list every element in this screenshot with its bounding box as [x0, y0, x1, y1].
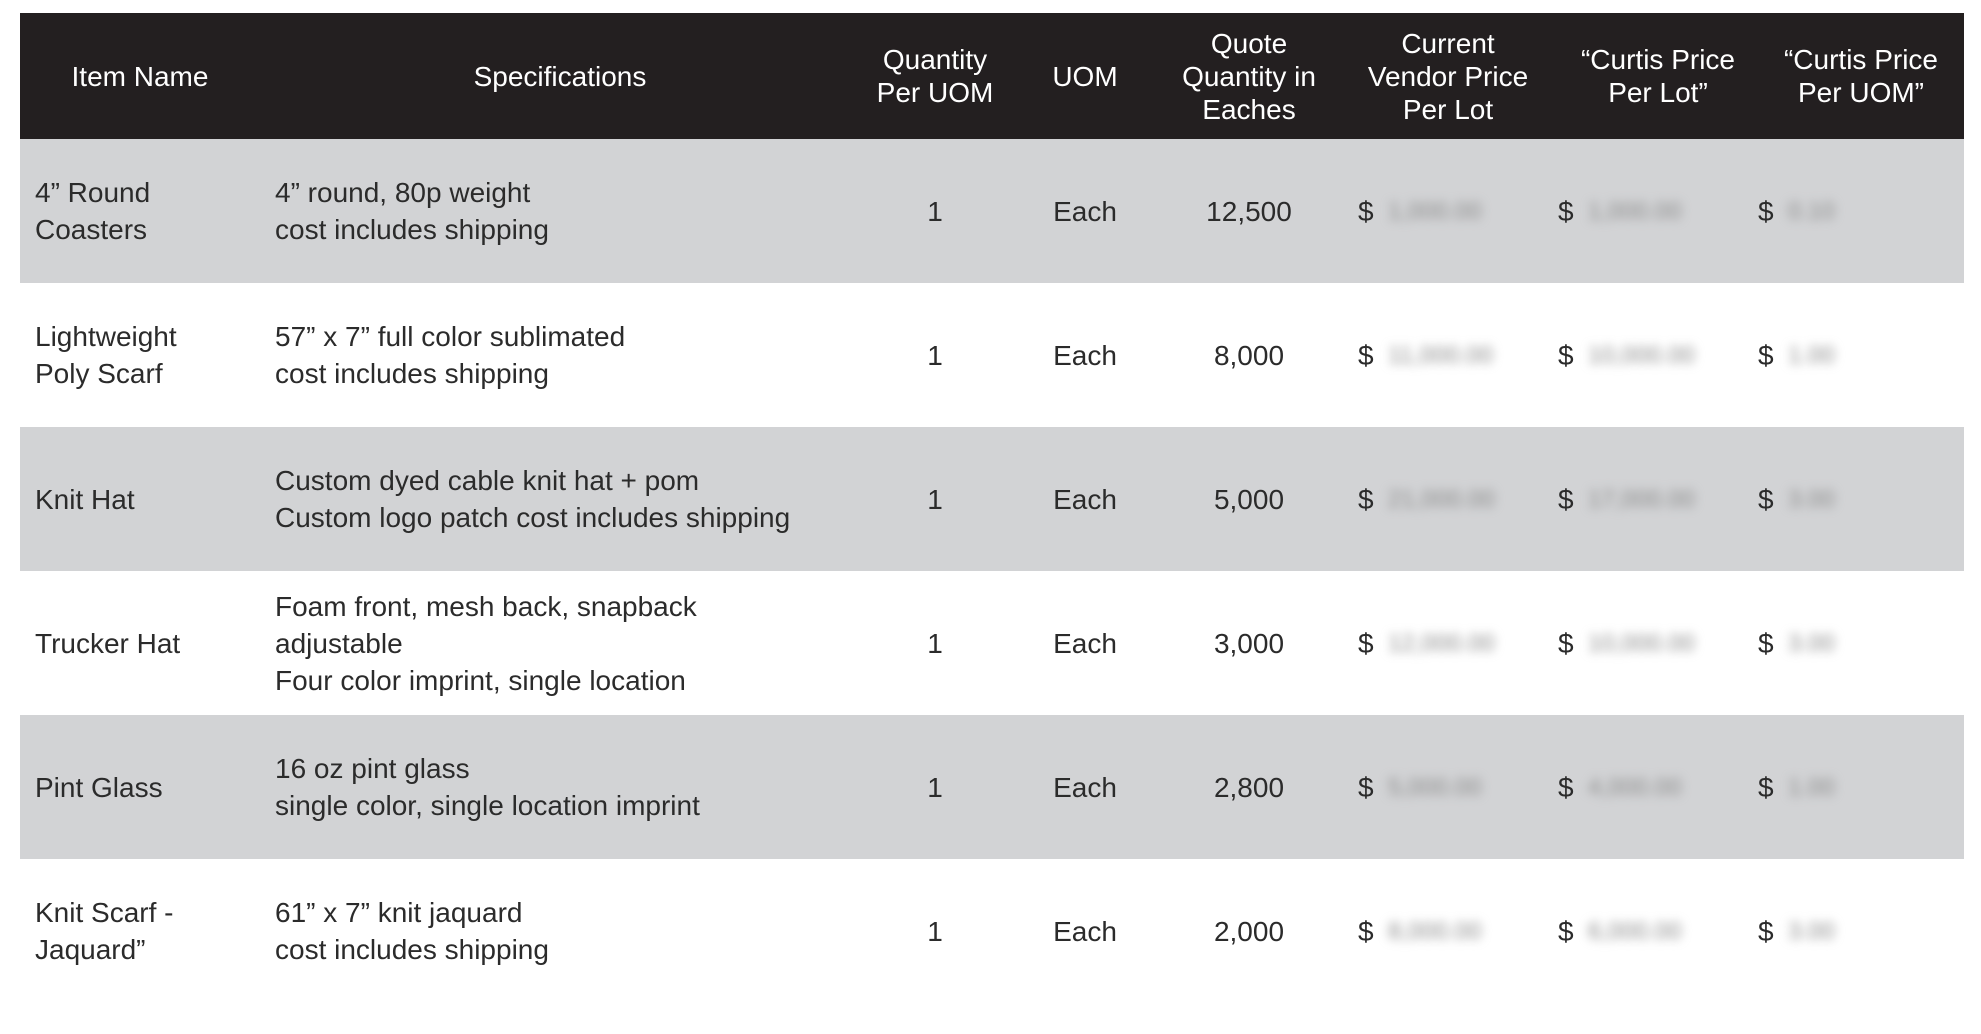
vendor-price-cell: [1338, 481, 1558, 518]
curtis-price-per-lot-cell: [1558, 481, 1758, 518]
item-name-cell: Trucker Hat: [35, 627, 181, 659]
redacted-price-value: 3.00: [1788, 629, 1835, 657]
dollar-sign: $: [1558, 483, 1574, 515]
dollar-sign: $: [1558, 915, 1574, 947]
header-specifications: Specifications: [473, 60, 647, 92]
header-curtis-price-per-lot: “Curtis Price Per Lot”: [1580, 44, 1735, 108]
vendor-price-cell: [1338, 193, 1558, 230]
specifications-cell: 61” x 7” knit jaquard cost includes shipping: [275, 897, 549, 965]
uom-cell: Each: [1053, 915, 1117, 947]
table-row: [20, 859, 1964, 1003]
dollar-sign: $: [1758, 627, 1774, 659]
redacted-price-value: 1,000.00: [1588, 197, 1682, 225]
curtis-price-per-lot-cell: [1558, 337, 1758, 374]
dollar-sign: $: [1358, 915, 1374, 947]
redacted-price-value: 4,000.00: [1588, 773, 1682, 801]
pricing-table: [20, 13, 1964, 1003]
specifications-cell: Custom dyed cable knit hat + pom Custom logo patch cost includes shipping: [275, 465, 791, 533]
redacted-price-value: 3.00: [1788, 485, 1835, 513]
uom-cell: Each: [1053, 339, 1117, 371]
quote-quantity-cell: 12,500: [1206, 195, 1292, 227]
table-row: [20, 427, 1964, 571]
dollar-sign: $: [1358, 627, 1374, 659]
redacted-price-value: 10,000.00: [1588, 341, 1695, 369]
table-row: [20, 283, 1964, 427]
curtis-price-per-uom-cell: [1758, 913, 1964, 950]
redacted-price-value: 11,000.00: [1388, 341, 1493, 369]
curtis-price-per-lot-cell: [1558, 769, 1758, 806]
item-name-cell: Lightweight Poly Scarf: [35, 321, 177, 389]
dollar-sign: $: [1558, 195, 1574, 227]
quote-quantity-cell: 8,000: [1213, 339, 1285, 371]
dollar-sign: $: [1358, 483, 1374, 515]
curtis-price-per-uom-cell: [1758, 769, 1964, 806]
header-current-vendor-price: Current Vendor Price Per Lot: [1367, 27, 1529, 125]
table-row: [20, 715, 1964, 859]
dollar-sign: $: [1558, 339, 1574, 371]
dollar-sign: $: [1758, 483, 1774, 515]
curtis-price-per-uom-cell: [1758, 337, 1964, 374]
specifications-cell: 57” x 7” full color sublimated cost includes shipping: [275, 321, 626, 389]
quantity-per-uom-cell: 1: [927, 339, 943, 371]
header-curtis-price-per-uom: “Curtis Price Per UOM”: [1783, 44, 1938, 108]
dollar-sign: $: [1758, 771, 1774, 803]
quantity-per-uom-cell: 1: [927, 483, 943, 515]
redacted-price-value: 8,000.00: [1388, 917, 1482, 945]
uom-cell: Each: [1053, 483, 1117, 515]
vendor-price-cell: [1338, 913, 1558, 950]
dollar-sign: $: [1358, 771, 1374, 803]
curtis-price-per-uom-cell: [1758, 481, 1964, 518]
vendor-price-cell: [1338, 625, 1558, 662]
dollar-sign: $: [1758, 339, 1774, 371]
dollar-sign: $: [1558, 771, 1574, 803]
curtis-price-per-lot-cell: [1558, 913, 1758, 950]
vendor-price-cell: [1338, 769, 1558, 806]
curtis-price-per-uom-cell: [1758, 625, 1964, 662]
uom-cell: Each: [1053, 627, 1117, 659]
redacted-price-value: 1.00: [1788, 341, 1835, 369]
header-item-name: Item Name: [71, 60, 209, 92]
table-row: [20, 571, 1964, 715]
dollar-sign: $: [1558, 627, 1574, 659]
dollar-sign: $: [1758, 195, 1774, 227]
quote-quantity-cell: 5,000: [1213, 483, 1285, 515]
redacted-price-value: 6,000.00: [1588, 917, 1682, 945]
redacted-price-value: 3.00: [1788, 917, 1835, 945]
specifications-cell: 4” round, 80p weight cost includes shipping: [275, 177, 549, 245]
redacted-price-value: 17,000.00: [1588, 485, 1695, 513]
dollar-sign: $: [1358, 195, 1374, 227]
item-name-cell: Pint Glass: [35, 771, 163, 803]
quantity-per-uom-cell: 1: [927, 195, 943, 227]
header-uom: UOM: [1052, 60, 1118, 92]
table-row: [20, 139, 1964, 283]
table-body: [20, 139, 1964, 1003]
redacted-price-value: 0.10: [1788, 197, 1835, 225]
table-header: [20, 13, 1964, 139]
header-quantity-per-uom: Quantity Per UOM: [876, 44, 994, 108]
redacted-price-value: 5,000.00: [1388, 773, 1482, 801]
specifications-cell: 16 oz pint glass single color, single location imprint: [275, 753, 700, 821]
quantity-per-uom-cell: 1: [927, 627, 943, 659]
uom-cell: Each: [1053, 195, 1117, 227]
redacted-price-value: 21,000.00: [1388, 485, 1495, 513]
item-name-cell: 4” Round Coasters: [35, 177, 151, 245]
vendor-price-cell: [1338, 337, 1558, 374]
redacted-price-value: 1.00: [1788, 773, 1835, 801]
curtis-price-per-lot-cell: [1558, 625, 1758, 662]
redacted-price-value: 1,000.00: [1388, 197, 1482, 225]
quote-quantity-cell: 3,000: [1213, 627, 1285, 659]
quantity-per-uom-cell: 1: [927, 915, 943, 947]
header-quote-quantity: Quote Quantity in Eaches: [1182, 27, 1316, 125]
item-name-cell: Knit Scarf - Jaquard”: [35, 897, 174, 965]
curtis-price-per-lot-cell: [1558, 193, 1758, 230]
dollar-sign: $: [1758, 915, 1774, 947]
specifications-cell: Foam front, mesh back, snapback adjustable Four color imprint, single location: [275, 590, 697, 696]
redacted-price-value: 12,000.00: [1388, 629, 1495, 657]
dollar-sign: $: [1358, 339, 1374, 371]
quote-quantity-cell: 2,800: [1213, 771, 1285, 803]
curtis-price-per-uom-cell: [1758, 193, 1964, 230]
quantity-per-uom-cell: 1: [927, 771, 943, 803]
item-name-cell: Knit Hat: [35, 483, 135, 515]
uom-cell: Each: [1053, 771, 1117, 803]
redacted-price-value: 10,000.00: [1588, 629, 1695, 657]
quote-quantity-cell: 2,000: [1213, 915, 1285, 947]
